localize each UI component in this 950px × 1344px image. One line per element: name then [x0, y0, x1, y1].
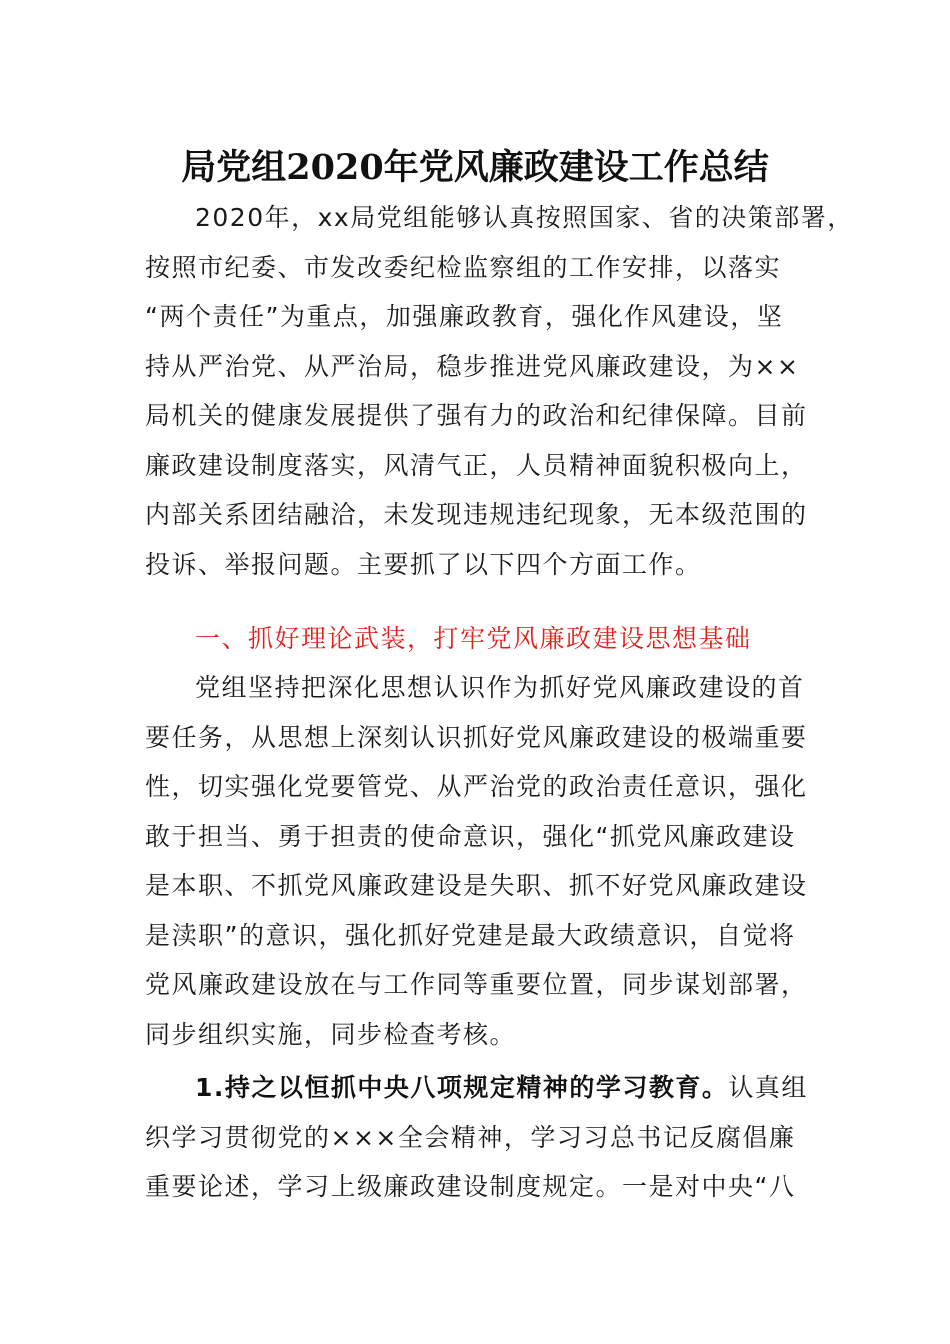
- section-heading-text: 一、抓好理论武装，打牢党风廉政建设思想基础: [195, 624, 752, 653]
- paragraph-line: 是渎职”的意识，强化抓好党建是最大政绩意识，自觉将: [145, 920, 796, 950]
- paragraph-line: 党组坚持把深化思想认识作为抓好党风廉政建设的首: [195, 673, 805, 702]
- paragraph-line: 投诉、举报问题。主要抓了以下四个方面工作。: [145, 549, 702, 579]
- paragraph-line: 织学习贯彻党的×××全会精神，学习习总书记反腐倡廉: [145, 1122, 796, 1152]
- paragraph-line: 重要论述，学习上级廉政建设制度规定。一是对中央“八: [145, 1172, 796, 1201]
- paragraph-line: 内部关系团结融洽，未发现违规违纪现象，无本级范围的: [145, 500, 808, 529]
- item-paragraph: [145, 1063, 815, 1212]
- paragraph-line: “两个责任”为重点，加强廉政教育，强化作风建设，坚: [145, 302, 784, 331]
- paragraph-line: 按照市纪委、市发改委纪检监察组的工作安排，以落实: [145, 252, 782, 282]
- paragraph-line: 局机关的健康发展提供了强有力的政治和纪律保障。目前: [145, 401, 808, 430]
- paragraph-line: 要任务，从思想上深刻认识抓好党风廉政建设的极端重要: [145, 722, 808, 752]
- paragraph-line: 持从严治党、从严治局，稳步推进党风廉政建设，为××: [145, 351, 800, 381]
- item-lead-rest: 认真组: [728, 1073, 808, 1102]
- paragraph-line: 是本职、不抓党风廉政建设是失职、抓不好党风廉政建设: [145, 871, 808, 900]
- paragraph-line: 性，切实强化党要管党、从严治党的政治责任意识，强化: [145, 772, 808, 801]
- paragraph-line: 同步组织实施，同步检查考核。: [145, 1019, 517, 1049]
- paragraph-line: 党风廉政建设放在与工作同等重要位置，同步谋划部署，: [145, 970, 808, 999]
- paragraph-line: 廉政建设制度落实，风清气正，人员精神面貌积极向上，: [145, 450, 808, 480]
- document-title: 局党组2020年党风廉政建设工作总结: [181, 147, 769, 188]
- section-heading: [145, 614, 815, 664]
- section-paragraph: [145, 663, 815, 1059]
- intro-paragraph: [145, 193, 854, 589]
- item-lead-bold: 1.持之以恒抓中央八项规定精神的学习教育。: [195, 1073, 729, 1102]
- paragraph-line: [145, 1063, 815, 1113]
- paragraph-line: 2020年，xx局党组能够认真按照国家、省的决策部署，: [195, 203, 854, 232]
- paragraph-line: 敢于担当、勇于担责的使命意识，强化“抓党风廉政建设: [145, 821, 796, 851]
